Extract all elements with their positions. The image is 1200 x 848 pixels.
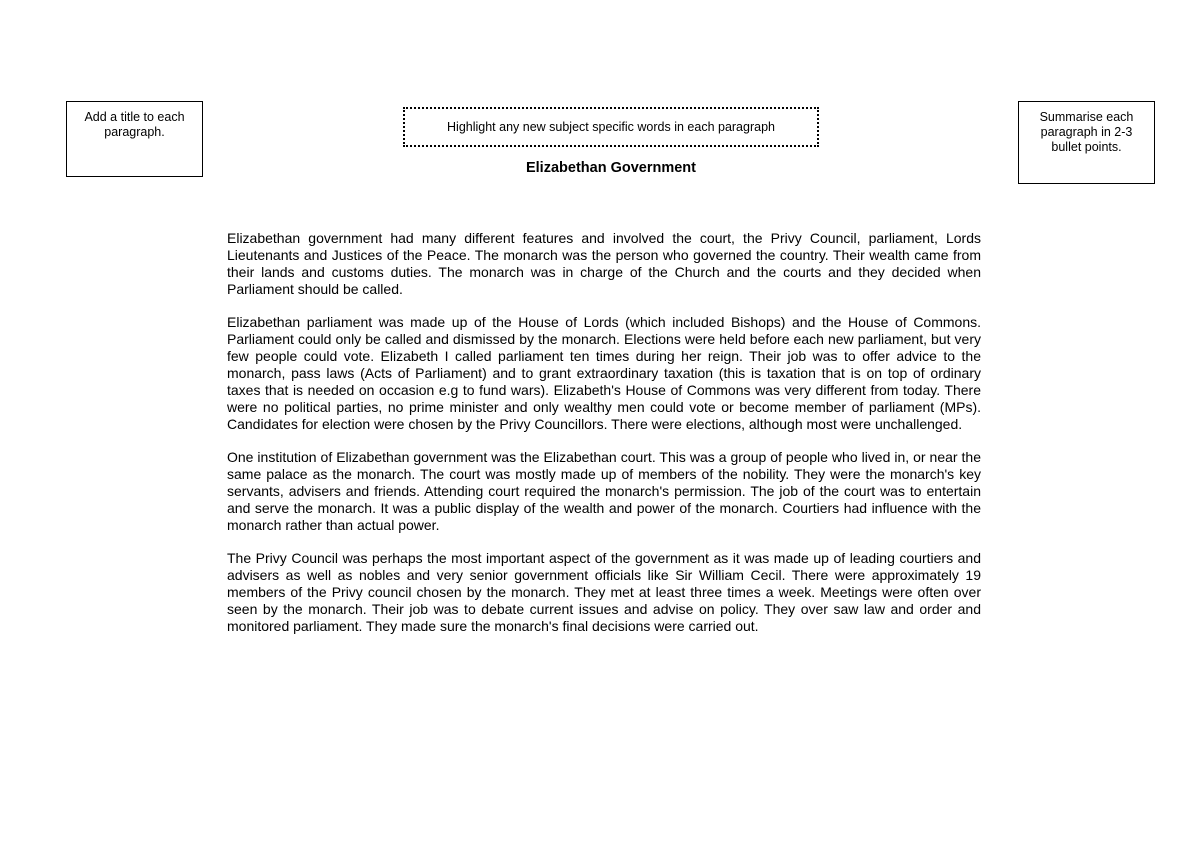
paragraph-3: One institution of Elizabethan government was the Elizabethan court. This was a group of people who lived in, or near the same palace as the monarch. The court was mostly made up of members of the nobility. They were the monarch's key servants, advisers and friends. Attending court required the monarch's permission. The job of the court was to entertain and serve the monarch. It was a public display of the wealth and power of the monarch. Courtiers had influence with the monarch rather than actual power. bbox=[227, 449, 981, 533]
highlight-instruction-box: Highlight any new subject specific words in each paragraph bbox=[403, 107, 819, 147]
paragraph-4: The Privy Council was perhaps the most important aspect of the government as it was made up of leading courtiers and advisers as well as nobles and very senior government officials like Sir William Cecil. There were approximately 19 members of the Privy council chosen by the monarch. They met at least three times a week. Meetings were often over seen by the monarch. Their job was to debate current issues and advise on policy. They over saw law and order and monitored parliament. They made sure the monarch's final decisions were carried out. bbox=[227, 550, 981, 634]
title-instruction-box: Add a title to each paragraph. bbox=[66, 101, 203, 177]
summary-instruction-box: Summarise each paragraph in 2-3 bullet points. bbox=[1018, 101, 1155, 184]
document-title: Elizabethan Government bbox=[525, 160, 696, 176]
paragraph-2: Elizabethan parliament was made up of the House of Lords (which included Bishops) and the House of Commons. Parliament could only be called and dismissed by the monarch. Elections were held before each new parliament, but very few people could vote. Elizabeth I called parliament ten times during her reign. Their job was to offer advice to the monarch, pass laws (Acts of Parliament) and to grant extraordinary taxation (this is taxation that is on top of ordinary taxes that is needed on occasion e.g to fund wars). Elizabeth's House of Commons was very different from today. There were no political parties, no prime minister and only wealthy men could vote or become member of parliament (MPs). Candidates for election were chosen by the Privy Councillors. There were elections, although most were unchallenged. bbox=[227, 314, 981, 432]
document-body bbox=[227, 230, 981, 651]
paragraph-1: Elizabethan government had many different features and involved the court, the Privy Council, parliament, Lords Lieutenants and Justices of the Peace. The monarch was the person who governed the country. Their wealth came from their lands and customs duties. The monarch was in charge of the Church and the courts and they decided when Parliament should be called. bbox=[227, 230, 981, 297]
